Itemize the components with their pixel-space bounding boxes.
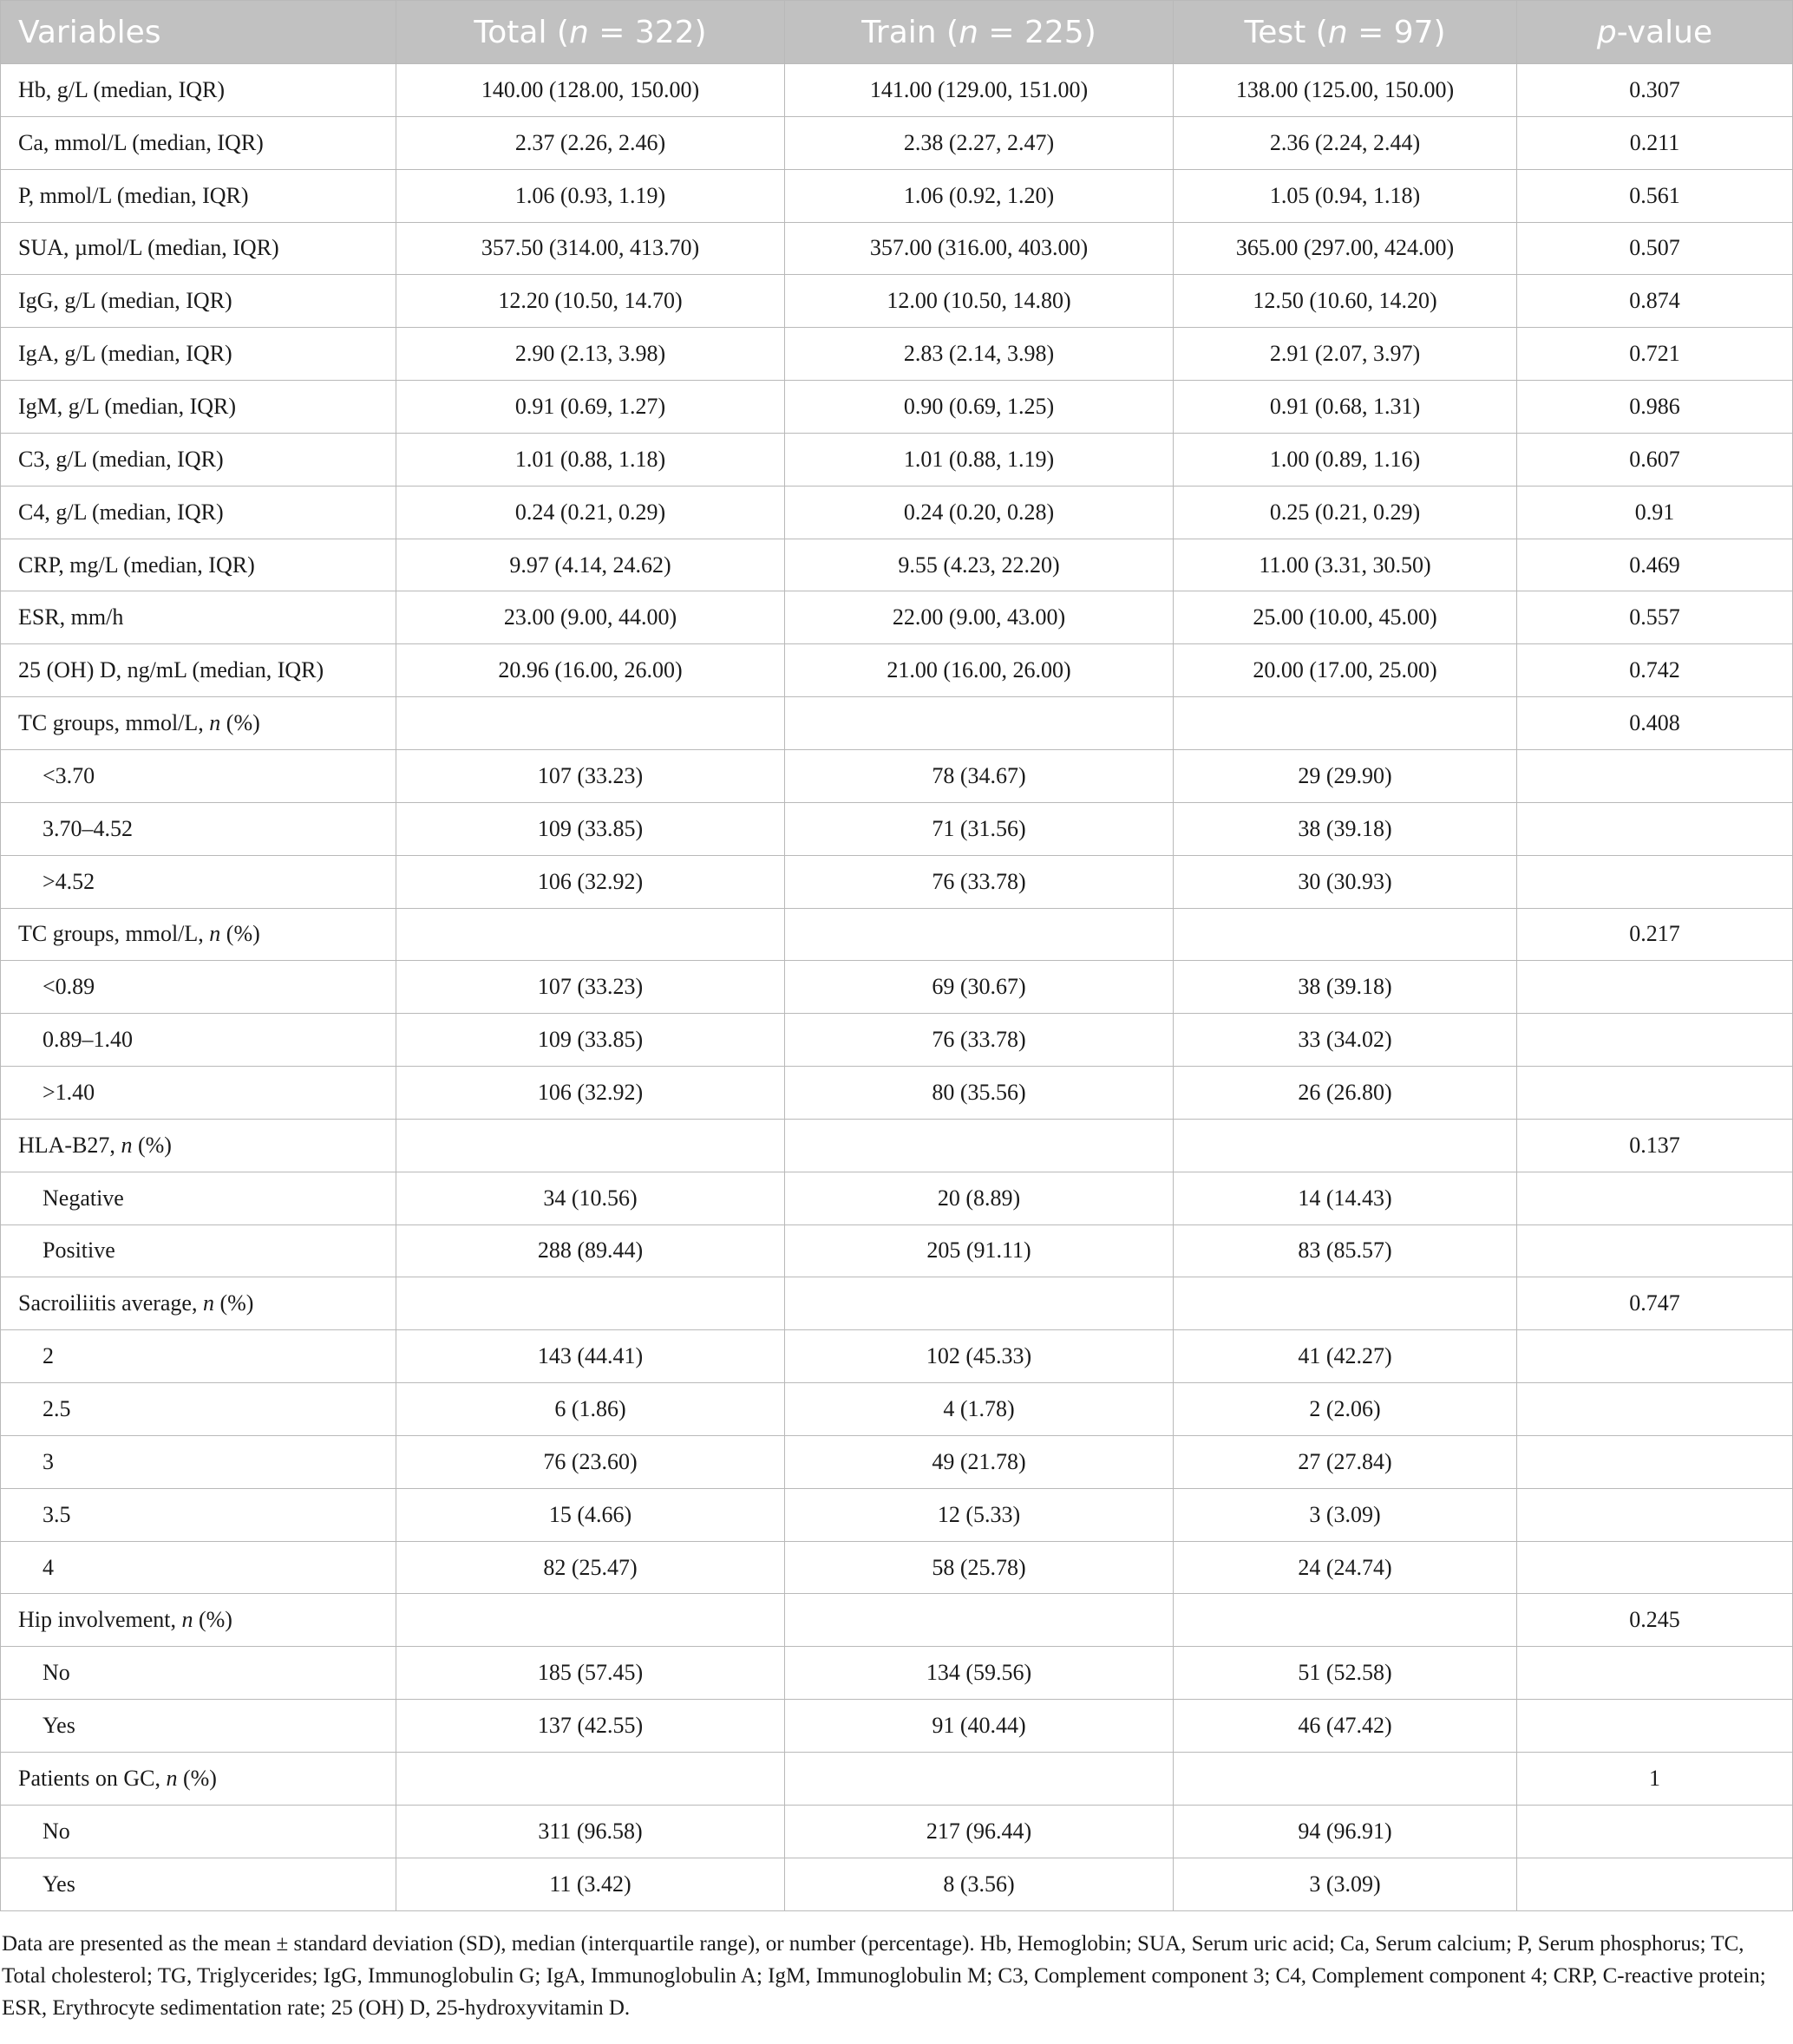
cell-test: 3 (3.09): [1174, 1858, 1517, 1910]
cell-test: 1.00 (0.89, 1.16): [1174, 433, 1517, 486]
table-row: [1, 961, 1793, 1014]
row-label: [1, 275, 396, 328]
row-label: [1, 591, 396, 644]
cell-total: 109 (33.85): [396, 1014, 785, 1067]
cell-total: 288 (89.44): [396, 1224, 785, 1277]
cell-p-value: [1517, 1224, 1793, 1277]
table-row: [1, 644, 1793, 697]
cell-p-value: [1517, 1805, 1793, 1858]
cell-test: [1174, 908, 1517, 961]
cell-train: [785, 697, 1174, 750]
table-row: [1, 381, 1793, 434]
cell-test: 51 (52.58): [1174, 1647, 1517, 1700]
cell-train: 20 (8.89): [785, 1172, 1174, 1224]
table-row: [1, 591, 1793, 644]
cell-total: 185 (57.45): [396, 1647, 785, 1700]
cell-train: 134 (59.56): [785, 1647, 1174, 1700]
header-test-suffix: = 97): [1347, 14, 1446, 50]
cell-test: 14 (14.43): [1174, 1172, 1517, 1224]
header-total-suffix: = 322): [588, 14, 707, 50]
cell-p-value: [1517, 1435, 1793, 1488]
row-label-tail: (%): [220, 921, 260, 947]
header-p-suffix: -value: [1616, 14, 1713, 50]
cell-test: 30 (30.93): [1174, 855, 1517, 908]
cell-test: [1174, 1119, 1517, 1172]
table-row: [1, 1700, 1793, 1753]
row-label-text: <3.70: [43, 762, 95, 788]
cell-p-value: [1517, 1172, 1793, 1224]
cell-total: 11 (3.42): [396, 1858, 785, 1910]
table-row: [1, 328, 1793, 381]
row-label: [1, 697, 396, 750]
header-train: [785, 1, 1174, 64]
cell-train: 4 (1.78): [785, 1383, 1174, 1436]
cell-test: [1174, 1753, 1517, 1806]
cell-p-value: [1517, 1488, 1793, 1541]
row-label-text: Positive: [43, 1238, 115, 1264]
cell-p-value: [1517, 1700, 1793, 1753]
cell-total: 357.50 (314.00, 413.70): [396, 222, 785, 275]
cell-test: 27 (27.84): [1174, 1435, 1517, 1488]
row-label-text: Negative: [43, 1185, 124, 1211]
row-label-n: n: [209, 710, 221, 736]
row-label-text: CRP, mg/L (median, IQR): [18, 552, 255, 578]
cell-train: [785, 1594, 1174, 1647]
cell-p-value: [1517, 1647, 1793, 1700]
table-row: [1, 855, 1793, 908]
cell-train: 12.00 (10.50, 14.80): [785, 275, 1174, 328]
table-row: [1, 169, 1793, 222]
row-label-tail: (%): [220, 710, 260, 736]
row-label-text: TC groups, mmol/L,: [18, 921, 210, 947]
row-label: [1, 644, 396, 697]
cell-total: 0.24 (0.21, 0.29): [396, 486, 785, 539]
row-label: [1, 749, 396, 802]
table-row: [1, 1647, 1793, 1700]
cell-p-value: 0.986: [1517, 381, 1793, 434]
row-label: [1, 855, 396, 908]
table-row: [1, 64, 1793, 117]
cell-train: 21.00 (16.00, 26.00): [785, 644, 1174, 697]
cell-total: 6 (1.86): [396, 1383, 785, 1436]
cell-total: 109 (33.85): [396, 802, 785, 855]
row-label-tail: (%): [132, 1132, 172, 1158]
cell-total: 0.91 (0.69, 1.27): [396, 381, 785, 434]
row-label: [1, 908, 396, 961]
cell-test: 26 (26.80): [1174, 1067, 1517, 1120]
cell-p-value: 0.137: [1517, 1119, 1793, 1172]
cell-train: 91 (40.44): [785, 1700, 1174, 1753]
row-label-n: n: [202, 1290, 214, 1316]
row-label-text: Hip involvement,: [18, 1607, 182, 1633]
row-label-text: IgM, g/L (median, IQR): [18, 393, 237, 419]
row-label-text: Sacroiliitis average,: [18, 1290, 203, 1316]
row-label-text: Hb, g/L (median, IQR): [18, 76, 226, 102]
cell-test: 1.05 (0.94, 1.18): [1174, 169, 1517, 222]
cell-test: 46 (47.42): [1174, 1700, 1517, 1753]
cell-test: 29 (29.90): [1174, 749, 1517, 802]
cell-test: 41 (42.27): [1174, 1330, 1517, 1383]
row-label: [1, 1014, 396, 1067]
cell-total: [396, 1119, 785, 1172]
cell-p-value: 0.211: [1517, 116, 1793, 169]
cell-test: 24 (24.74): [1174, 1541, 1517, 1594]
cell-total: [396, 697, 785, 750]
row-label-tail: (%): [213, 1290, 254, 1316]
cell-train: [785, 908, 1174, 961]
cell-p-value: 0.91: [1517, 486, 1793, 539]
row-label: [1, 1383, 396, 1436]
cell-train: 22.00 (9.00, 43.00): [785, 591, 1174, 644]
cell-p-value: [1517, 1067, 1793, 1120]
row-label: [1, 486, 396, 539]
table-row: [1, 1330, 1793, 1383]
row-label: [1, 802, 396, 855]
cell-test: 20.00 (17.00, 25.00): [1174, 644, 1517, 697]
row-label: [1, 1119, 396, 1172]
cell-total: 20.96 (16.00, 26.00): [396, 644, 785, 697]
row-label: [1, 1172, 396, 1224]
header-row: [1, 1, 1793, 64]
cell-p-value: 0.747: [1517, 1277, 1793, 1330]
cell-total: 2.37 (2.26, 2.46): [396, 116, 785, 169]
row-label-text: 3.5: [43, 1501, 71, 1527]
cell-train: 9.55 (4.23, 22.20): [785, 539, 1174, 591]
cell-train: 357.00 (316.00, 403.00): [785, 222, 1174, 275]
row-label-text: 4: [43, 1554, 54, 1580]
header-total-prefix: Total (: [474, 14, 569, 50]
row-label-tail: (%): [193, 1607, 232, 1633]
cell-test: 365.00 (297.00, 424.00): [1174, 222, 1517, 275]
cell-p-value: 0.469: [1517, 539, 1793, 591]
cell-train: 78 (34.67): [785, 749, 1174, 802]
table-row: [1, 1067, 1793, 1120]
row-label: [1, 328, 396, 381]
cell-test: 33 (34.02): [1174, 1014, 1517, 1067]
cell-total: 76 (23.60): [396, 1435, 785, 1488]
row-label-text: Ca, mmol/L (median, IQR): [18, 129, 264, 155]
header-test-prefix: Test (: [1244, 14, 1328, 50]
cell-test: 2.91 (2.07, 3.97): [1174, 328, 1517, 381]
cell-total: 23.00 (9.00, 44.00): [396, 591, 785, 644]
row-label: [1, 1277, 396, 1330]
row-label: [1, 1700, 396, 1753]
cell-p-value: 0.721: [1517, 328, 1793, 381]
cell-total: 143 (44.41): [396, 1330, 785, 1383]
cell-total: 2.90 (2.13, 3.98): [396, 328, 785, 381]
row-label: [1, 1435, 396, 1488]
cell-train: 12 (5.33): [785, 1488, 1174, 1541]
cell-test: 0.25 (0.21, 0.29): [1174, 486, 1517, 539]
cell-total: 82 (25.47): [396, 1541, 785, 1594]
row-label-text: >4.52: [43, 868, 95, 894]
cell-p-value: 0.507: [1517, 222, 1793, 275]
cell-total: [396, 1594, 785, 1647]
cell-test: [1174, 1594, 1517, 1647]
cell-total: [396, 1277, 785, 1330]
cell-test: 2 (2.06): [1174, 1383, 1517, 1436]
table-row: [1, 802, 1793, 855]
cell-test: [1174, 1277, 1517, 1330]
row-label-text: Patients on GC,: [18, 1765, 167, 1791]
header-test: [1174, 1, 1517, 64]
cell-p-value: [1517, 749, 1793, 802]
cell-train: 205 (91.11): [785, 1224, 1174, 1277]
cell-p-value: 0.217: [1517, 908, 1793, 961]
cell-total: 107 (33.23): [396, 961, 785, 1014]
row-label: [1, 1858, 396, 1910]
cell-train: [785, 1119, 1174, 1172]
row-label: [1, 539, 396, 591]
header-variables: [1, 1, 396, 64]
table-row: [1, 1224, 1793, 1277]
cell-test: 2.36 (2.24, 2.44): [1174, 116, 1517, 169]
row-label-tail: (%): [177, 1765, 217, 1791]
cell-total: 106 (32.92): [396, 855, 785, 908]
row-label: [1, 1753, 396, 1806]
row-label: [1, 1805, 396, 1858]
cell-test: 3 (3.09): [1174, 1488, 1517, 1541]
header-total-n: n: [568, 14, 589, 50]
cell-total: 34 (10.56): [396, 1172, 785, 1224]
cell-train: [785, 1277, 1174, 1330]
row-label-text: 2.5: [43, 1396, 71, 1422]
row-label: [1, 1541, 396, 1594]
cell-test: 38 (39.18): [1174, 802, 1517, 855]
cell-train: 2.38 (2.27, 2.47): [785, 116, 1174, 169]
row-label-text: >1.40: [43, 1079, 95, 1105]
row-label-text: 3.70–4.52: [43, 815, 133, 841]
cell-p-value: [1517, 1858, 1793, 1910]
row-label-text: 25 (OH) D, ng/mL (median, IQR): [18, 657, 324, 683]
cell-p-value: 0.561: [1517, 169, 1793, 222]
row-label: [1, 1330, 396, 1383]
cell-total: 137 (42.55): [396, 1700, 785, 1753]
row-label: [1, 1067, 396, 1120]
cell-p-value: 0.307: [1517, 64, 1793, 117]
cell-p-value: [1517, 855, 1793, 908]
table-row: [1, 275, 1793, 328]
header-train-suffix: = 225): [978, 14, 1096, 50]
row-label-text: No: [43, 1818, 70, 1844]
table-row: [1, 697, 1793, 750]
cell-train: 80 (35.56): [785, 1067, 1174, 1120]
cell-train: 217 (96.44): [785, 1805, 1174, 1858]
table-row: [1, 1805, 1793, 1858]
cell-test: 0.91 (0.68, 1.31): [1174, 381, 1517, 434]
table-row: [1, 486, 1793, 539]
cell-p-value: 0.408: [1517, 697, 1793, 750]
cell-train: 69 (30.67): [785, 961, 1174, 1014]
cell-p-value: 0.245: [1517, 1594, 1793, 1647]
cell-total: 107 (33.23): [396, 749, 785, 802]
table-row: [1, 1753, 1793, 1806]
cell-train: [785, 1753, 1174, 1806]
table-footnote: Data are presented as the mean ± standard deviation (SD), median (interquartile range), or number (percentage). Hb, Hemoglobin; SUA, Serum uric acid; Ca, Serum calcium; P, Serum phosphorus; TC, Total cholesterol; TG, Triglycerides; IgG, Immunoglobulin G; IgA, Immunoglobulin A; IgM, Immunoglobulin M; C3, Complement component 3; C4, Complement component 4; CRP, C-reactive protein; ESR, Erythrocyte sedimentation rate; 25 (OH) D, 25-hydroxyvitamin D.: [2, 1932, 1766, 2020]
header-train-n: n: [959, 14, 978, 50]
row-label: [1, 1224, 396, 1277]
table-row: [1, 222, 1793, 275]
header-variables-label: Variables: [18, 14, 161, 50]
cell-train: 141.00 (129.00, 151.00): [785, 64, 1174, 117]
cell-test: 11.00 (3.31, 30.50): [1174, 539, 1517, 591]
row-label: [1, 1488, 396, 1541]
header-p-italic: p: [1596, 14, 1617, 50]
cell-p-value: 1: [1517, 1753, 1793, 1806]
table-body: [1, 64, 1793, 1911]
table-row: [1, 749, 1793, 802]
cell-total: 140.00 (128.00, 150.00): [396, 64, 785, 117]
row-label-text: Yes: [43, 1713, 75, 1739]
cell-train: 0.90 (0.69, 1.25): [785, 381, 1174, 434]
cell-p-value: 0.874: [1517, 275, 1793, 328]
table-row: [1, 1119, 1793, 1172]
cell-p-value: [1517, 961, 1793, 1014]
row-label-n: n: [121, 1132, 133, 1158]
cell-test: 12.50 (10.60, 14.20): [1174, 275, 1517, 328]
cell-train: 102 (45.33): [785, 1330, 1174, 1383]
header-p-value: [1517, 1, 1793, 64]
row-label: [1, 433, 396, 486]
row-label: [1, 222, 396, 275]
cell-test: 25.00 (10.00, 45.00): [1174, 591, 1517, 644]
cell-train: 58 (25.78): [785, 1541, 1174, 1594]
table-row: [1, 908, 1793, 961]
row-label: [1, 381, 396, 434]
row-label-text: No: [43, 1660, 70, 1686]
row-label-text: Yes: [43, 1871, 75, 1897]
row-label-text: HLA-B27,: [18, 1132, 121, 1158]
cell-p-value: [1517, 802, 1793, 855]
row-label-text: IgG, g/L (median, IQR): [18, 288, 232, 314]
cell-p-value: [1517, 1383, 1793, 1436]
table-row: [1, 1172, 1793, 1224]
table-row: [1, 433, 1793, 486]
table-row: [1, 1594, 1793, 1647]
row-label-text: C3, g/L (median, IQR): [18, 446, 224, 472]
table-row: [1, 1858, 1793, 1910]
table-row: [1, 539, 1793, 591]
table-row: [1, 1277, 1793, 1330]
cell-train: 1.06 (0.92, 1.20): [785, 169, 1174, 222]
row-label-text: SUA, µmol/L (median, IQR): [18, 235, 279, 261]
row-label: [1, 1647, 396, 1700]
table-row: [1, 116, 1793, 169]
row-label: [1, 1594, 396, 1647]
row-label-text: 0.89–1.40: [43, 1027, 133, 1053]
table-row: [1, 1435, 1793, 1488]
row-label-n: n: [209, 921, 221, 947]
cell-p-value: [1517, 1330, 1793, 1383]
row-label-n: n: [181, 1607, 193, 1633]
table-header: [1, 1, 1793, 64]
row-label: [1, 64, 396, 117]
table-row: [1, 1014, 1793, 1067]
row-label-text: TC groups, mmol/L,: [18, 710, 210, 736]
cell-total: 1.06 (0.93, 1.19): [396, 169, 785, 222]
cell-total: 106 (32.92): [396, 1067, 785, 1120]
cell-test: 83 (85.57): [1174, 1224, 1517, 1277]
cell-p-value: [1517, 1541, 1793, 1594]
row-label-text: 2: [43, 1343, 54, 1369]
row-label-text: 3: [43, 1448, 54, 1474]
table-row: [1, 1488, 1793, 1541]
cell-total: 311 (96.58): [396, 1805, 785, 1858]
cell-total: 9.97 (4.14, 24.62): [396, 539, 785, 591]
row-label-text: C4, g/L (median, IQR): [18, 499, 224, 525]
row-label-text: P, mmol/L (median, IQR): [18, 182, 249, 208]
cell-total: 12.20 (10.50, 14.70): [396, 275, 785, 328]
cell-test: [1174, 697, 1517, 750]
cell-total: 1.01 (0.88, 1.18): [396, 433, 785, 486]
cell-p-value: 0.742: [1517, 644, 1793, 697]
cell-test: 38 (39.18): [1174, 961, 1517, 1014]
cell-p-value: 0.557: [1517, 591, 1793, 644]
cell-train: 76 (33.78): [785, 1014, 1174, 1067]
header-total: [396, 1, 785, 64]
cell-total: [396, 908, 785, 961]
row-label: [1, 116, 396, 169]
cell-train: 0.24 (0.20, 0.28): [785, 486, 1174, 539]
table-row: [1, 1541, 1793, 1594]
cell-test: 94 (96.91): [1174, 1805, 1517, 1858]
header-test-n: n: [1327, 14, 1348, 50]
cell-train: 71 (31.56): [785, 802, 1174, 855]
cell-p-value: 0.607: [1517, 433, 1793, 486]
row-label: [1, 961, 396, 1014]
cell-train: 8 (3.56): [785, 1858, 1174, 1910]
row-label-text: IgA, g/L (median, IQR): [18, 341, 232, 367]
cell-train: 49 (21.78): [785, 1435, 1174, 1488]
row-label-text: ESR, mm/h: [18, 604, 124, 630]
cell-p-value: [1517, 1014, 1793, 1067]
cell-train: 76 (33.78): [785, 855, 1174, 908]
row-label-n: n: [166, 1765, 178, 1791]
cell-test: 138.00 (125.00, 150.00): [1174, 64, 1517, 117]
cell-train: 2.83 (2.14, 3.98): [785, 328, 1174, 381]
header-train-prefix: Train (: [861, 14, 959, 50]
cell-total: [396, 1753, 785, 1806]
row-label-text: <0.89: [43, 974, 95, 1000]
table-row: [1, 1383, 1793, 1436]
row-label: [1, 169, 396, 222]
cell-train: 1.01 (0.88, 1.19): [785, 433, 1174, 486]
cell-total: 15 (4.66): [396, 1488, 785, 1541]
